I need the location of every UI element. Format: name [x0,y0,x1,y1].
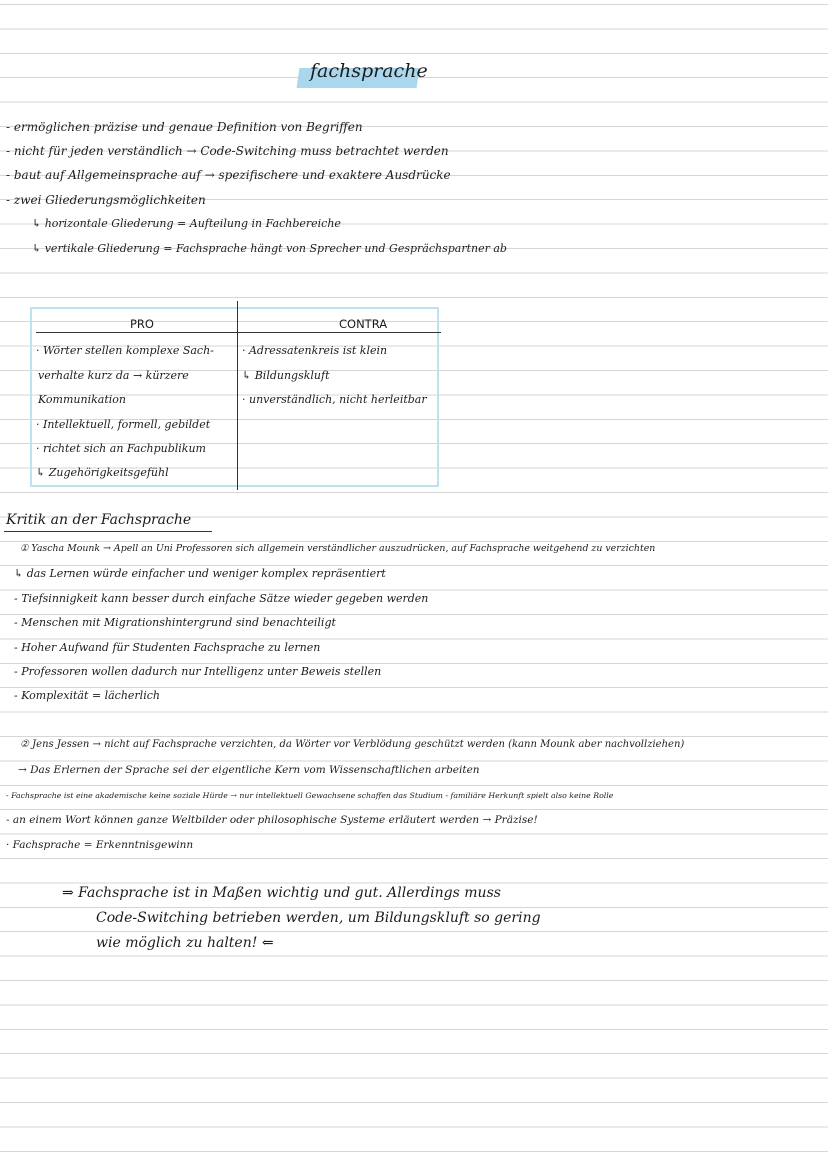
pro-header: PRO [130,317,154,331]
pro-item: · Intellektuell, formell, gebildet [36,418,211,431]
pro-item: verhalte kurz da → kürzere [38,369,189,382]
intro-line: - ermöglichen präzise und genaue Definition von Begriffen [6,120,363,134]
critique-line: - an einem Wort können ganze Weltbilder oder philosophische Systeme erläutert werden → Präzise! [6,814,538,826]
pro-contra-table [30,307,439,487]
critique-line: - Fachsprache ist eine akademische keine soziale Hürde → nur intellektuell Gewachsene schaffen das Studium - familiäre Herkunft spielt also keine Rolle [6,791,614,800]
conclusion-line: Code-Switching betrieben werden, um Bildungskluft so gering [96,910,541,926]
critique-heading-underline [4,531,212,532]
conclusion-line: wie möglich zu halten! ⇐ [96,935,274,951]
pro-item: Kommunikation [38,393,126,406]
critique-line: → Das Erlernen der Sprache sei der eigentliche Kern vom Wissenschaftlichen arbeiten [18,764,480,776]
critique-point-2: ② Jens Jessen → nicht auf Fachsprache verzichten, da Wörter vor Verblödung geschützt werden (kann Mounk aber nachvollziehen) [20,739,685,750]
pro-item: ↳ Zugehörigkeitsgefühl [36,466,169,479]
pro-item: · richtet sich an Fachpublikum [36,442,206,455]
contra-item: ↳ Bildungskluft [242,369,330,382]
intro-line: - baut auf Allgemeinsprache auf → spezifischere und exaktere Ausdrücke [6,168,451,182]
pro-item: · Wörter stellen komplexe Sach- [36,344,214,357]
table-divider-vertical [237,301,238,490]
critique-line: - Hoher Aufwand für Studenten Fachsprache zu lernen [14,641,321,654]
contra-item: · unverständlich, nicht herleitbar [242,393,427,406]
critique-line: ↳ das Lernen würde einfacher und weniger komplex repräsentiert [14,567,386,580]
critique-point-1: ① Yascha Mounk → Apell an Uni Professoren sich allgemein verständlicher auszudrücken, auf Fachsprache weitgehend zu verzichten [20,543,656,554]
sub-line: ↳ vertikale Gliederung = Fachsprache hängt von Sprecher und Gesprächspartner ab [32,242,507,255]
critique-line: - Komplexität = lächerlich [14,689,160,702]
conclusion-line: ⇒ Fachsprache ist in Maßen wichtig und gut. Allerdings muss [62,885,501,901]
contra-item: · Adressatenkreis ist klein [242,344,388,357]
critique-line: · Fachsprache = Erkenntnisgewinn [6,839,194,851]
title-block [298,62,428,81]
critique-heading: Kritik an der Fachsprache [6,512,192,528]
page-title: fachsprache [310,60,428,82]
critique-line: - Menschen mit Migrationshintergrund sind benachteiligt [14,616,336,629]
intro-line: - zwei Gliederungsmöglichkeiten [6,193,206,207]
table-divider-horizontal [36,332,441,333]
intro-line: - nicht für jeden verständlich → Code-Switching muss betrachtet werden [6,144,449,158]
critique-line: - Professoren wollen dadurch nur Intelligenz unter Beweis stellen [14,665,382,678]
contra-header: CONTRA [339,317,388,331]
sub-line: ↳ horizontale Gliederung = Aufteilung in Fachbereiche [32,217,341,230]
critique-line: - Tiefsinnigkeit kann besser durch einfache Sätze wieder gegeben werden [14,592,429,605]
